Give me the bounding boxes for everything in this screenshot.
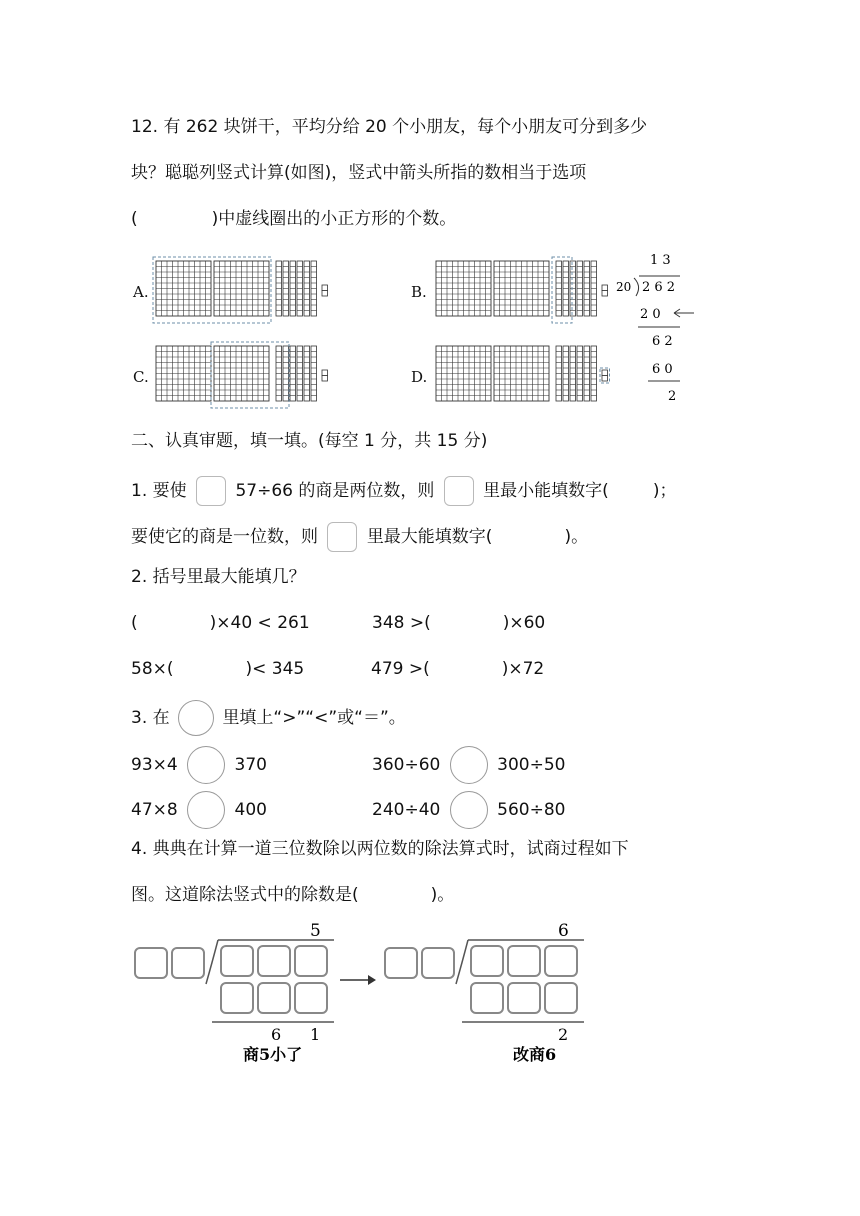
q3-item-1: 93×4 370 <box>131 746 267 784</box>
compare-circle[interactable] <box>450 791 488 829</box>
digit-box[interactable] <box>444 476 474 506</box>
division-step-3: 6 0 <box>652 362 673 377</box>
option-b-figure <box>430 255 630 327</box>
unit-cube <box>602 291 608 297</box>
hundred-block <box>436 346 491 401</box>
q4-right-rem: 2 <box>558 1025 569 1044</box>
q3-title: 3. 在 里填上“>”“<”或“＝”。 <box>131 700 406 736</box>
ten-rod <box>290 261 296 316</box>
digit-box[interactable] <box>327 522 357 552</box>
q4-left-caption: 商5小了 <box>243 1045 303 1064</box>
digit-box[interactable] <box>258 983 290 1013</box>
q2-row-2a: 58×( )< 345 <box>131 659 305 679</box>
digit-box[interactable] <box>221 946 253 976</box>
q4-line-1: 4. 典典在计算一道三位数除以两位数的除法算式时，试商过程如下 <box>131 839 629 859</box>
ten-rod <box>283 346 289 401</box>
ten-rod <box>584 261 590 316</box>
option-d-label: D. <box>411 368 428 386</box>
ten-rod <box>570 346 576 401</box>
q4-left-rem-1: 6 <box>271 1025 282 1044</box>
digit-box[interactable] <box>135 948 167 978</box>
q4-right-division <box>380 918 595 1068</box>
q3-item-2: 360÷60 300÷50 <box>372 746 565 784</box>
division-step-1: 2 0 <box>640 307 661 322</box>
digit-box[interactable] <box>221 983 253 1013</box>
unit-cube <box>602 285 608 291</box>
ten-rod <box>304 346 310 401</box>
q4-left-quotient: 5 <box>310 921 321 941</box>
q12-line-2: 块？聪聪列竖式计算(如图)，竖式中箭头所指的数相当于选项 <box>131 163 587 183</box>
ten-rod <box>283 261 289 316</box>
ten-rod <box>563 261 569 316</box>
q3-item-3: 47×8 400 <box>131 791 267 829</box>
q4-line-2: 图。这道除法竖式中的除数是( )。 <box>131 885 455 905</box>
digit-box[interactable] <box>471 983 503 1013</box>
compare-circle[interactable] <box>187 791 225 829</box>
ten-rod <box>556 346 562 401</box>
ten-rod <box>591 346 597 401</box>
dashed-highlight <box>552 257 572 323</box>
unit-cube <box>322 370 328 376</box>
ten-rod <box>570 261 576 316</box>
unit-cube <box>322 376 328 382</box>
hundred-block <box>156 261 211 316</box>
digit-box[interactable] <box>385 948 417 978</box>
ten-rod <box>311 346 317 401</box>
division-divisor: 20 <box>616 280 632 294</box>
hundred-block <box>214 261 269 316</box>
ten-rod <box>577 261 583 316</box>
q4-right-quotient: 6 <box>558 921 569 941</box>
q12-line-1: 12. 有 262 块饼干，平均分给 20 个小朋友，每个小朋友可分到多少 <box>131 117 648 137</box>
hundred-block <box>494 261 549 316</box>
ten-rod <box>584 346 590 401</box>
option-c-figure <box>150 340 350 412</box>
ten-rod <box>563 346 569 401</box>
digit-box[interactable] <box>422 948 454 978</box>
unit-cube <box>602 370 608 376</box>
answer-blank-open: ( <box>131 209 138 229</box>
ten-rod <box>591 261 597 316</box>
compare-circle[interactable] <box>450 746 488 784</box>
ten-rod <box>276 261 282 316</box>
ten-rod <box>297 346 303 401</box>
ten-rod <box>297 261 303 316</box>
unit-cube <box>602 376 608 382</box>
unit-cube <box>322 291 328 297</box>
division-dividend: 2 6 2 <box>642 280 676 295</box>
q1-line-2: 要使它的商是一位数，则 里最大能填数字( )。 <box>131 522 588 552</box>
hundred-block <box>214 346 269 401</box>
compare-circle-icon <box>178 700 214 736</box>
digit-box[interactable] <box>508 946 540 976</box>
division-remainder: 2 <box>668 389 677 404</box>
ten-rod <box>577 346 583 401</box>
division-bracket <box>456 940 468 984</box>
division-step-2: 6 2 <box>652 334 673 349</box>
digit-box[interactable] <box>471 946 503 976</box>
digit-box[interactable] <box>295 946 327 976</box>
q4-left-rem-2: 1 <box>310 1025 321 1044</box>
digit-box[interactable] <box>295 983 327 1013</box>
digit-box[interactable] <box>545 983 577 1013</box>
section-2-heading: 二、认真审题，填一填。(每空 1 分，共 15 分) <box>131 431 488 451</box>
q4-right-caption: 改商6 <box>513 1045 557 1064</box>
option-b-label: B. <box>411 283 427 301</box>
q2-row-1a: ( )×40 < 261 <box>131 613 310 633</box>
ten-rod <box>276 346 282 401</box>
ten-rod <box>304 261 310 316</box>
q2-row-1b: 348 >( )×60 <box>372 613 546 633</box>
q4-left-division <box>130 918 345 1068</box>
compare-circle[interactable] <box>187 746 225 784</box>
unit-cube <box>322 285 328 291</box>
q12-line-3: ( )中虚线圈出的小正方形的个数。 <box>131 209 457 229</box>
digit-box[interactable] <box>196 476 226 506</box>
hundred-block <box>436 261 491 316</box>
division-bracket <box>634 278 639 296</box>
q1-line-1: 1. 要使 57÷66 的商是两位数，则 里最小能填数字( )； <box>131 476 676 506</box>
option-c-label: C. <box>133 368 149 386</box>
division-quotient: 1 3 <box>650 253 671 268</box>
division-bracket <box>206 940 218 984</box>
long-division-figure <box>612 248 702 408</box>
q2-title: 2. 括号里最大能填几？ <box>131 567 306 587</box>
q3-item-4: 240÷40 560÷80 <box>372 791 565 829</box>
option-a-label: A. <box>133 283 149 301</box>
digit-box[interactable] <box>258 946 290 976</box>
digit-box[interactable] <box>508 983 540 1013</box>
digit-box[interactable] <box>545 946 577 976</box>
digit-box[interactable] <box>172 948 204 978</box>
arrow-right-icon <box>338 972 382 988</box>
hundred-block <box>156 346 211 401</box>
hundred-block <box>494 346 549 401</box>
ten-rod <box>556 261 562 316</box>
q2-row-2b: 479 >( )×72 <box>371 659 545 679</box>
option-a-figure <box>150 255 350 327</box>
ten-rod <box>311 261 317 316</box>
ten-rod <box>290 346 296 401</box>
option-d-figure <box>430 340 630 412</box>
